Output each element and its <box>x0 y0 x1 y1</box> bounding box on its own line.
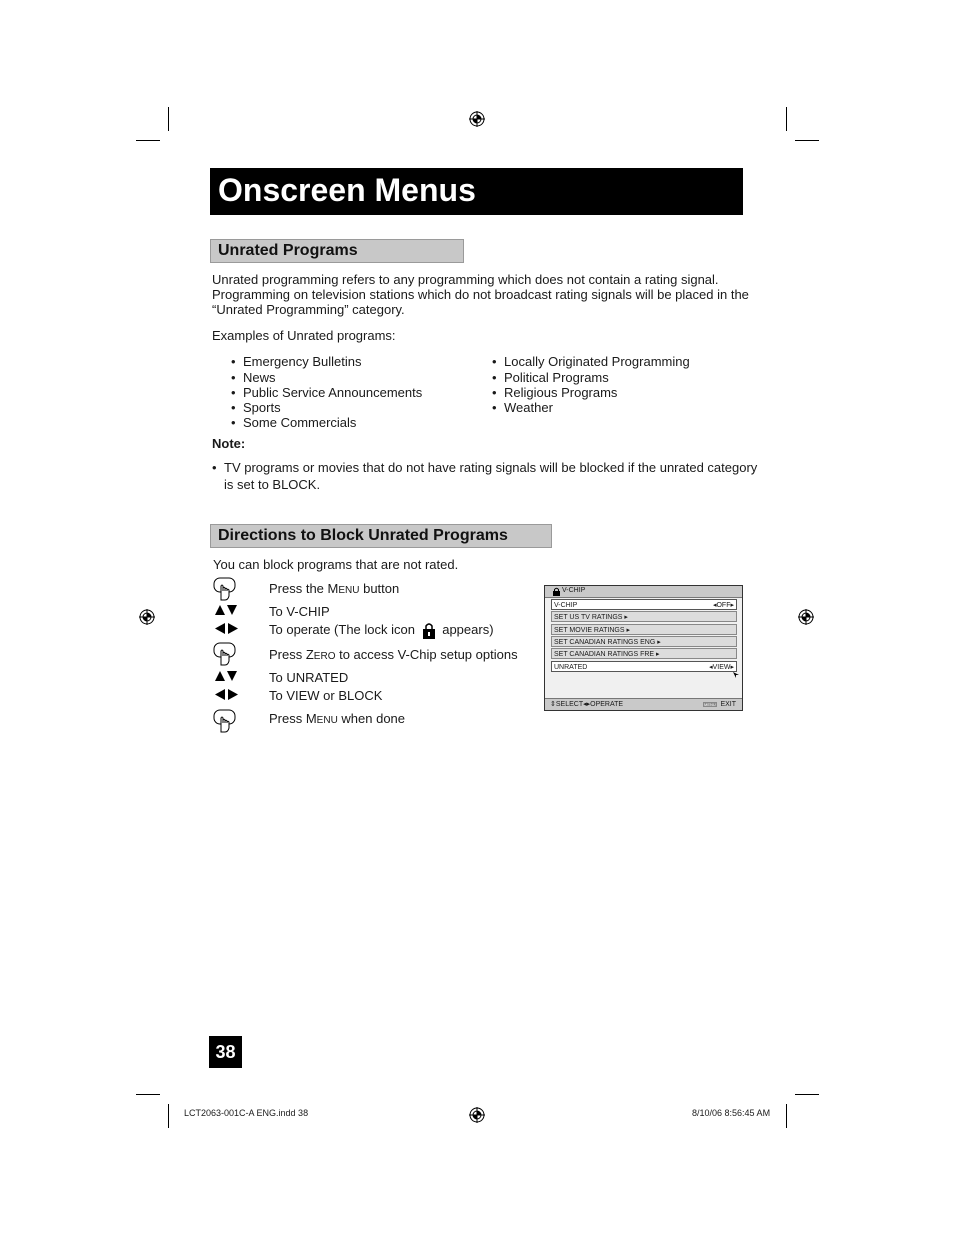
page-title-bar <box>210 168 743 215</box>
page-number: 38 <box>209 1036 242 1068</box>
registration-mark-icon <box>469 111 485 127</box>
tv-menu-item-canadian-eng[interactable]: SET CANADIAN RATINGS ENG ▸ <box>551 636 737 647</box>
crop-mark <box>786 107 787 131</box>
step-operate: To operate (The lock icon appears) <box>269 622 494 637</box>
tv-menu-title: V-CHIP <box>562 587 586 594</box>
up-down-arrows-icon <box>215 605 237 616</box>
registration-mark-icon <box>469 1107 485 1123</box>
crop-mark <box>136 1094 160 1095</box>
press-button-hand-icon <box>213 709 236 733</box>
crop-mark <box>795 1094 819 1095</box>
step-press-zero: Press ZERO to access V-Chip setup options <box>269 647 518 662</box>
directions-intro: You can block programs that are not rated. <box>213 557 459 572</box>
tv-menu-item-vchip[interactable]: V-CHIP ◂OFF▸ <box>551 599 737 610</box>
step-to-unrated: To UNRATED <box>269 670 349 685</box>
page-title: Onscreen Menus <box>218 172 476 208</box>
step-press-menu: Press the MENU button <box>269 581 400 596</box>
crop-mark <box>136 140 160 141</box>
note-item-continued: is set to BLOCK. <box>224 477 321 492</box>
left-right-arrows-icon <box>215 689 238 700</box>
cursor-icon <box>733 672 739 678</box>
up-down-arrows-icon <box>215 671 237 682</box>
step-to-vchip: To V-CHIP <box>269 604 330 619</box>
crop-mark <box>795 140 819 141</box>
section-heading-text: Directions to Block Unrated Programs <box>218 527 508 544</box>
left-right-arrows-icon <box>215 623 238 634</box>
menu-key-icon: MENU <box>704 702 716 707</box>
footer-file-name: LCT2063-001C-A ENG.indd 38 <box>184 1108 309 1118</box>
tv-menu-item-unrated[interactable]: UNRATED ◂VIEW▸ <box>551 661 737 672</box>
crop-mark <box>168 107 169 131</box>
footer-date: 8/10/06 8:56:45 AM <box>692 1108 771 1118</box>
tv-menu-footer: ⇕SELECT◂▸OPERATE MENU EXIT <box>545 698 742 710</box>
press-button-hand-icon <box>213 642 236 666</box>
tv-menu-item-movie-ratings[interactable]: SET MOVIE RATINGS ▸ <box>551 624 737 635</box>
press-button-hand-icon <box>213 577 236 601</box>
tv-menu-screen <box>544 585 743 711</box>
section-heading-text: Unrated Programs <box>218 242 358 259</box>
registration-mark-icon <box>139 609 155 625</box>
section-heading-unrated <box>210 239 464 263</box>
lock-icon <box>553 587 560 596</box>
tv-menu-title-bar <box>545 586 742 598</box>
step-press-menu-done: Press MENU when done <box>269 711 406 726</box>
tv-menu-item-canadian-fre[interactable]: SET CANADIAN RATINGS FRE ▸ <box>551 648 737 659</box>
examples-intro: Examples of Unrated programs: <box>212 328 396 343</box>
crop-mark <box>168 1104 169 1128</box>
tv-menu-item-us-tv-ratings[interactable]: SET US TV RATINGS ▸ <box>551 611 737 622</box>
paragraph-line: “Unrated Programming” category. <box>212 302 405 317</box>
section-heading-directions <box>210 524 552 548</box>
paragraph-line: Programming on television stations which do not broadcast rating signals will be placed in the <box>212 287 749 302</box>
registration-mark-icon <box>798 609 814 625</box>
lock-icon <box>423 622 435 639</box>
step-view-or-block: To VIEW or BLOCK <box>269 688 383 703</box>
note-label: Note: <box>212 436 246 451</box>
paragraph-line: Unrated programming refers to any programming which does not contain a rating signal. <box>212 272 719 287</box>
crop-mark <box>786 1104 787 1128</box>
